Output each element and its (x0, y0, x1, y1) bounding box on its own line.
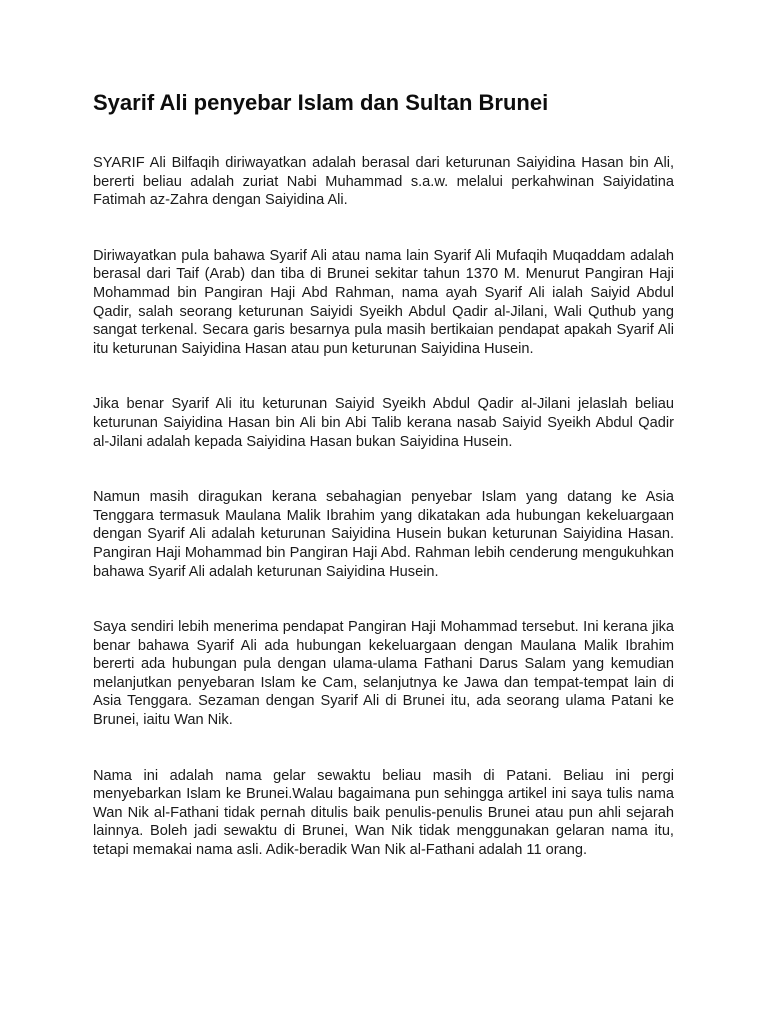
paragraph-4: Namun masih diragukan kerana sebahagian penyebar Islam yang datang ke Asia Tenggara termasuk Maulana Malik Ibrahim yang dikatakan ada hubungan kekeluargaan dengan Syarif Ali adalah keturunan Saiyidina Husein bukan keturunan Saiyidina Hasan. Pangiran Haji Mohammad bin Pangiran Haji Abd. Rahman lebih cenderung mengukuhkan bahawa Syarif Ali adalah keturunan Saiyidina Husein. (93, 489, 674, 580)
paragraph-5: Saya sendiri lebih menerima pendapat Pangiran Haji Mohammad tersebut. Ini kerana jika benar bahawa Syarif Ali ada hubungan kekeluargaan dengan Maulana Malik Ibrahim bererti ada hubungan pula dengan ulama-ulama Fathani Darus Salam yang kemudian melanjutkan penyebaran Islam ke Cam, selanjutnya ke Jawa dan tempat-tempat lain di Asia Tenggara. Sezaman dengan Syarif Ali di Brunei itu, ada seorang ulama Patani ke Brunei, iaitu Wan Nik. (93, 619, 674, 729)
paragraph-2: Diriwayatkan pula bahawa Syarif Ali atau nama lain Syarif Ali Mufaqih Muqaddam adalah berasal dari Taif (Arab) dan tiba di Brunei sekitar tahun 1370 M. Menurut Pangiran Haji Mohammad bin Pangiran Haji Abd Rahman, nama ayah Syarif Ali ialah Saiyid Abdul Qadir, salah seorang keturunan Saiyidi Syeikh Abdul Qadir al-Jilani, Wali Quthub yang sangat terkenal. Secara garis besarnya pula masih bertikaian pendapat apakah Syarif Ali itu keturunan Saiyidina Hasan atau pun keturunan Saiyidina Husein. (93, 247, 674, 357)
paragraph-3: Jika benar Syarif Ali itu keturunan Saiyid Syeikh Abdul Qadir al-Jilani jelaslah beliau keturunan Saiyidina Hasan bin Ali bin Abi Talib kerana nasab Saiyid Syeikh Abdul Qadir al-Jilani adalah kepada Saiyidina Hasan bukan Saiyidina Husein. (93, 396, 674, 450)
paragraph-1: SYARIF Ali Bilfaqih diriwayatkan adalah berasal dari keturunan Saiyidina Hasan bin Ali, bererti beliau adalah zuriat Nabi Muhammad s.a.w. melalui perkahwinan Saiyidatina Fatimah az-Zahra dengan Saiyidina Ali. (93, 155, 674, 209)
document-title: Syarif Ali penyebar Islam dan Sultan Brunei (93, 90, 549, 115)
paragraph-6: Nama ini adalah nama gelar sewaktu beliau masih di Patani. Beliau ini pergi menyebarkan Islam ke Brunei.Walau bagaimana pun sehingga artikel ini saya tulis nama Wan Nik al-Fathani tidak pernah ditulis baik penulis-penulis Brunei atau pun ahli sejarah lainnya. Boleh jadi sewaktu di Brunei, Wan Nik tidak menggunakan gelaran nama itu, tetapi memakai nama asli. Adik-beradik Wan Nik al-Fathani adalah 11 orang. (93, 767, 674, 859)
document-page (93, 88, 674, 897)
